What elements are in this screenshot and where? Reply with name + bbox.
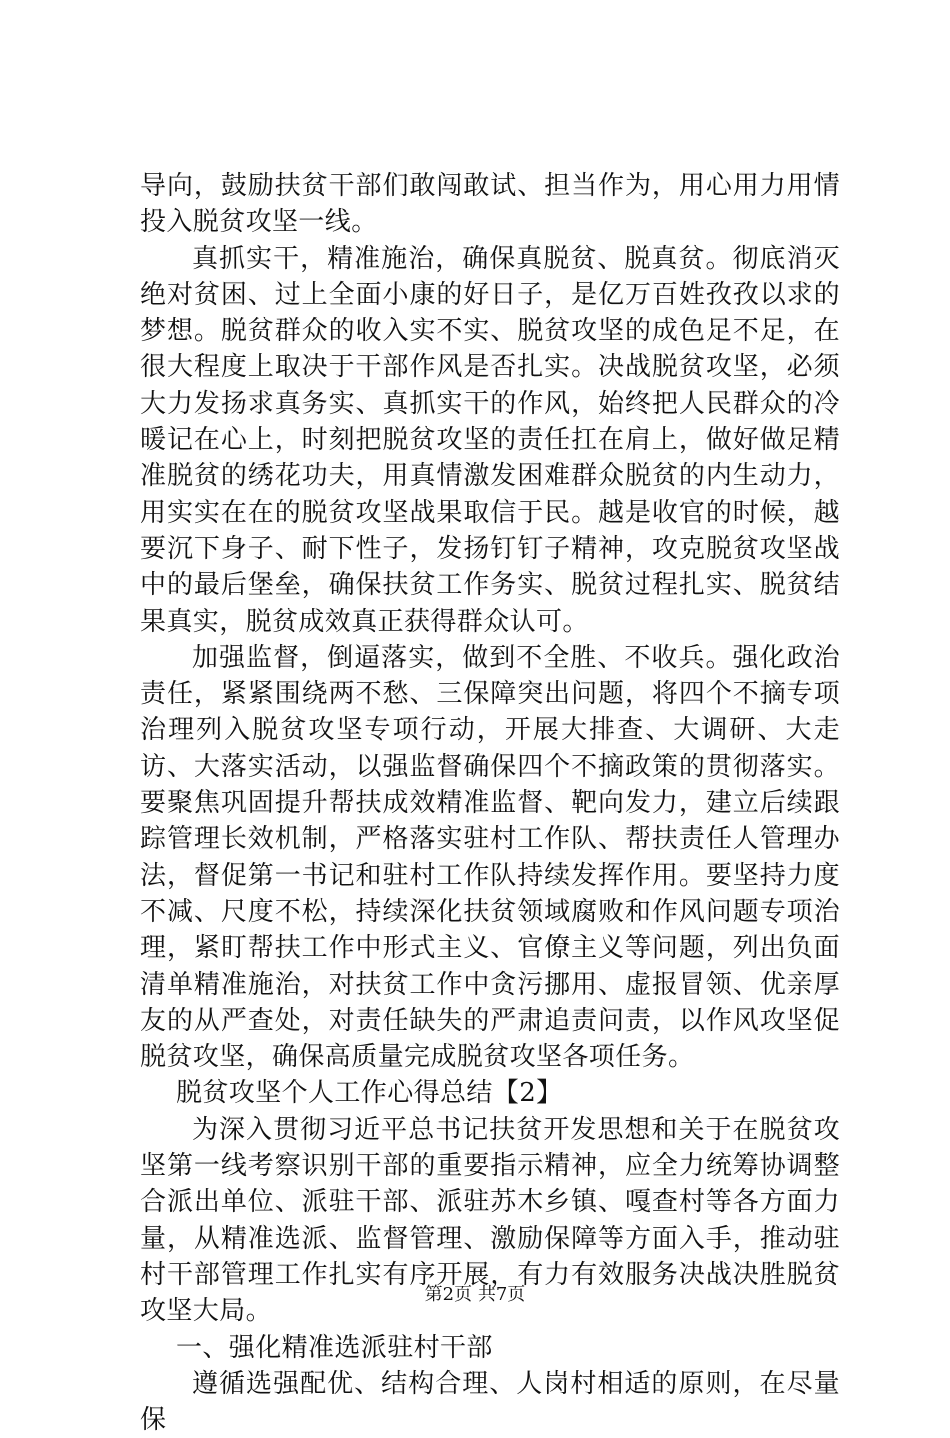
paragraph-continuation: 导向，鼓励扶贫干部们敢闯敢试、担当作为，用心用力用情投入脱贫攻坚一线。 xyxy=(140,171,840,238)
paragraph-intro: 为深入贯彻习近平总书记扶贫开发思想和关于在脱贫攻坚第一线考察识别干部的重要指示精神，应全力统筹协调整合派出单位、派驻干部、派驻苏木乡镇、嘎查村等各方面力量，从精准选派、监督管理、激励保障等方面入手，推动驻村干部管理工作扎实有序开展，有力有效服务决战决胜脱贫攻坚大局。 xyxy=(140,1114,840,1327)
section-heading-1: 一、强化精准选派驻村干部 xyxy=(176,1332,493,1363)
paragraph-selection: 遵循选强配优、结构合理、人岗村相适的原则，在尽量保 xyxy=(140,1368,840,1436)
page-number-footer: 第2页 共7页 xyxy=(424,1284,526,1305)
section-title: 脱贫攻坚个人工作心得总结【2】 xyxy=(176,1078,563,1109)
paragraph-zhuashi: 真抓实干，精准施治，确保真脱贫、脱真贫。彻底消灭绝对贫困、过上全面小康的好日子，是亿万百姓孜孜以求的梦想。脱贫群众的收入实不实、脱贫攻坚的成色足不足，在很大程度上取决于干部作风是否扎实。决战脱贫攻坚，必须大力发扬求真务实、真抓实干的作风，始终把人民群众的冷暖记在心上，时刻把脱贫攻坚的责任扛在肩上，做好做足精准脱贫的绣花功夫，用真情激发困难群众脱贫的内生动力，用实实在在的脱贫攻坚战果取信于民。越是收官的时候，越要沉下身子、耐下性子，发扬钉钉子精神，攻克脱贫攻坚战中的最后堡垒，确保扶贫工作务实、脱贫过程扎实、脱贫结果真实，脱贫成效真正获得群众认可。 xyxy=(140,243,840,637)
document-body xyxy=(140,168,840,1438)
paragraph-jiandu: 加强监督，倒逼落实，做到不全胜、不收兵。强化政治责任，紧紧围绕两不愁、三保障突出问题，将四个不摘专项治理列入脱贫攻坚专项行动，开展大排查、大调研、大走访、大落实活动，以强监督确保四个不摘政策的贯彻落实。要聚焦巩固提升帮扶成效精准监督、靶向发力，建立后续跟踪管理长效机制，严格落实驻村工作队、帮扶责任人管理办法，督促第一书记和驻村工作队持续发挥作用。要坚持力度不减、尺度不松，持续深化扶贫领域腐败和作风问题专项治理，紧盯帮扶工作中形式主义、官僚主义等问题，列出负面清单精准施治，对扶贫工作中贪污挪用、虚报冒领、优亲厚友的从严查处，对责任缺失的严肃追责问责，以作风攻坚促脱贫攻坚，确保高质量完成脱贫攻坚各项任务。 xyxy=(140,642,840,1073)
